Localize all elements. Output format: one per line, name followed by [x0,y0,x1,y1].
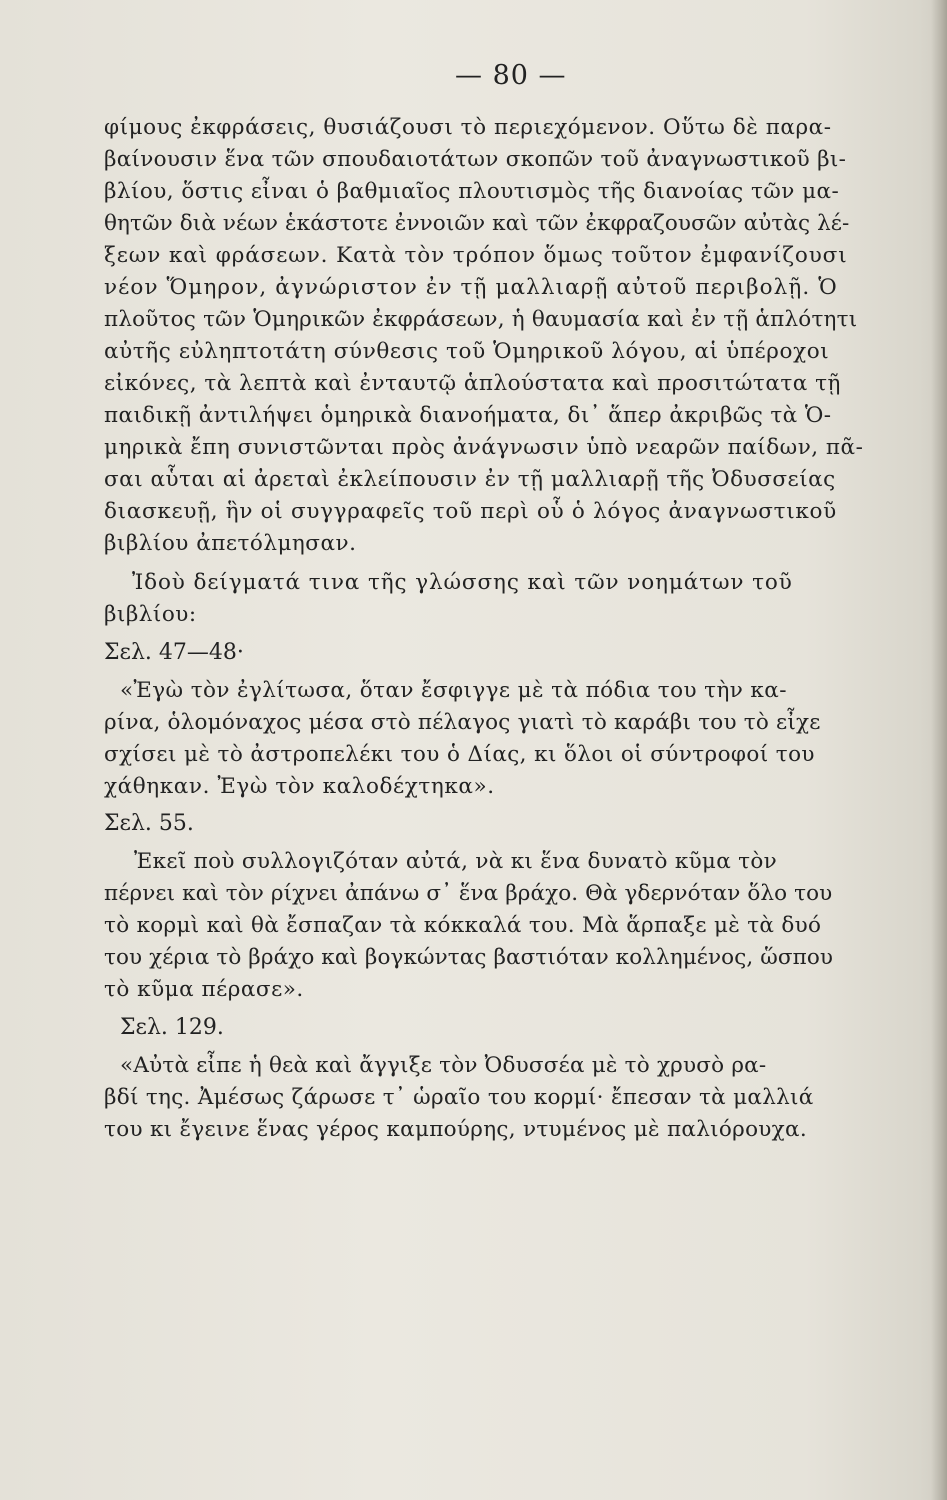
text-line: βλίου, ὅστις εἶναι ὁ βαθμιαῖος πλουτισμὸς τῆς διανοίας τῶν μα- [104,179,840,204]
text-line: αὐτῆς εὐληπτοτάτη σύνθεσις τοῦ Ὁμηρικοῦ λόγου, αἱ ὑπέροχοι [104,339,830,364]
quote-line: «Αὐτὰ εἶπε ἡ θεὰ καὶ ἄγγιξε τὸν Ὀδυσσέα μὲ τὸ χρυσὸ ρα- [120,1053,767,1078]
quote-line: πέρνει καὶ τὸν ρίχνει ἀπάνω σ᾿ ἕνα βράχο. Θὰ γδερνόταν ὅλο του [104,881,833,906]
section-reference: Σελ. 129. [120,1015,224,1040]
section-reference: Σελ. 55. [104,811,194,836]
text-line: θητῶν διὰ νέων ἑκάστοτε ἐννοιῶν καὶ τῶν ἐκφραζουσῶν αὐτὰς λέ- [104,211,850,236]
quote-line: χάθηκαν. Ἐγὼ τὸν καλοδέχτηκα». [104,774,495,799]
section-reference: Σελ. 47—48· [104,640,244,665]
text-line: πλοῦτος τῶν Ὁμηρικῶν ἐκφράσεων, ἡ θαυμασία καὶ ἐν τῇ ἁπλότητι [104,307,858,332]
text-line: βαίνουσιν ἕνα τῶν σπουδαιοτάτων σκοπῶν τοῦ ἀναγνωστικοῦ βι- [104,147,847,172]
quote-line: Ἐκεῖ ποὺ συλλογιζόταν αὐτά, νὰ κι ἕνα δυνατὸ κῦμα τὸν [134,849,777,874]
text-line: βιβλίου ἀπετόλμησαν. [104,531,357,556]
quote-line: «Ἐγὼ τὸν ἐγλίτωσα, ὅταν ἔσφιγγε μὲ τὰ πόδια του τὴν κα- [120,678,787,703]
quote-line: σχίσει μὲ τὸ ἀστροπελέκι του ὁ Δίας, κι ὅλοι οἱ σύντροφοί του [104,742,815,767]
text-line: φίμους ἐκφράσεις, θυσιάζουσι τὸ περιεχόμενον. Οὕτω δὲ παρα- [104,115,832,140]
quote-line: τὸ κορμὶ καὶ θὰ ἔσπαζαν τὰ κόκκαλά του. Μὰ ἅρπαξε μὲ τὰ δυό [104,913,822,938]
text-line: διασκευῇ, ἣν οἱ συγγραφεῖς τοῦ περὶ οὗ ὁ λόγος ἀναγνωστικοῦ [104,499,837,524]
text-line: σαι αὗται αἱ ἀρεταὶ ἐκλείπουσιν ἐν τῇ μαλλιαρῇ τῆς Ὀδυσσείας [104,467,836,492]
text-line: βιβλίου: [104,602,197,627]
text-line: παιδικῇ ἀντιλήψει ὁμηρικὰ διανοήματα, δι᾿ ἅπερ ἀκριβῶς τὰ Ὁ- [104,403,832,428]
text-line: νέον Ὅμηρον, ἀγνώριστον ἐν τῇ μαλλιαρῇ αὐτοῦ περιβολῇ. Ὁ [104,275,838,300]
text-line: μηρικὰ ἔπη συνιστῶνται πρὸς ἀνάγνωσιν ὑπὸ νεαρῶν παίδων, πᾶ- [104,435,864,460]
quote-line: τὸ κῦμα πέρασε». [104,977,304,1002]
page-edge-shadow [931,0,947,1500]
quote-line: του χέρια τὸ βράχο καὶ βογκώντας βαστιόταν κολλημένος, ὥσπου [104,945,834,970]
quote-line: ρίνα, ὁλομόναχος μέσα στὸ πέλαγος γιατὶ τὸ καράβι του τὸ εἶχε [104,710,821,735]
page-number: — 80 — [455,60,567,91]
text-line: εἰκόνες, τὰ λεπτὰ καὶ ἐνταυτῷ ἁπλούστατα καὶ προσιτώτατα τῇ [104,371,841,396]
text-line: Ἰδοὺ δείγματά τινα τῆς γλώσσης καὶ τῶν νοημάτων τοῦ [132,570,793,595]
quote-line: βδί της. Ἀμέσως ζάρωσε τ᾿ ὡραῖο του κορμί· ἔπεσαν τὰ μαλλιά [104,1085,814,1110]
text-line: ξεων καὶ φράσεων. Κατὰ τὸν τρόπον ὅμως τοῦτον ἐμφανίζουσι [104,243,848,268]
quote-line: του κι ἔγεινε ἕνας γέρος καμπούρης, ντυμένος μὲ παλιόρουχα. [104,1117,807,1142]
